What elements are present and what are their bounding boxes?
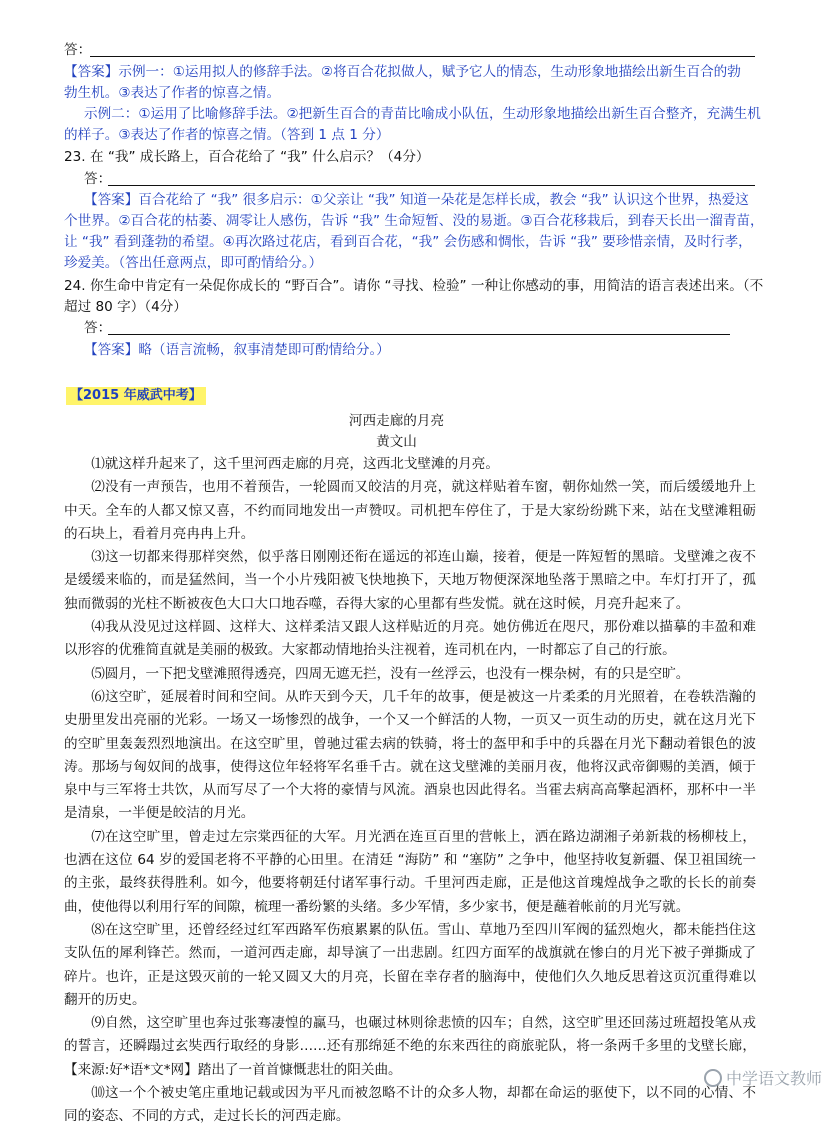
paragraph: ⑼自然，这空旷里也奔过张骞凄惶的赢马，也碾过林则徐悲愤的囚车；自然，这空旷里还回荡过班超投笔从戎的誓言，还瞬蹋过玄奘西行取经的身影……还有那绵延不绝的东来西往的商旅驼队，将一条两千多里的戈壁长廊，【来源:好*语*文*网】踏出了一首首慷慨悲壮的阳关曲。	[64, 1015, 756, 1078]
paragraph: ⑺在这空旷里，曾走过左宗棠西征的大军。月光洒在连亘百里的营帐上，洒在路边湖湘子弟新栽的杨柳枝上，也洒在这位 64 岁的爱国老将不平静的心田里。在清廷 “海防” 和 “塞防” 之争中，他坚持收复新疆、保卫祖国统一的主张，最终获得胜利。如今，他要将朝廷付诸军事行动。千里河西走廊，正是他这首瑰煌战争之歌的长长的前奏曲，使他得以利用行军的间隙，梳理一番纷繁的头绪。多少军情，多少家书，便是蘸着帐前的月光写就。	[64, 828, 756, 915]
paragraph: ⑶这一切都来得那样突然，似乎落日刚刚还衔在遥远的祁连山巅，接着，便是一阵短暂的黑暗。戈壁滩之夜不是缓缓来临的，而是猛然间，当一个小片残阳被飞快地换下，天地万物便深深地坠落于黑暗之中。车灯打开了，孤独而微弱的光柱不断被夜色大口大口地吞噬，吞得大家的心里都有些发慌。就在这时候，月亮升起来了。	[64, 549, 756, 612]
paragraph: ⑸圆月，一下把戈壁滩照得透亮，四周无遮无拦，没有一丝浮云，也没有一棵杂树，有的只是空旷。	[91, 665, 690, 682]
paragraph: ⑷我从没见过这样圆、这样大、这样柔洁又跟人这样贴近的月亮。她仿佛近在咫尺，那份难以描摹的丰盈和难以形容的优雅简直就是美丽的极致。大家都动情地抬头注视着，连司机在内，一时都忘了自己的行旅。	[64, 619, 756, 659]
q23-answer-rule	[108, 185, 755, 186]
article-body	[64, 453, 756, 1129]
article-title: 河西走廊的月亮	[348, 413, 445, 429]
q24-answer-rule	[108, 334, 730, 335]
section-tag: 【2015 年威武中考】	[66, 387, 206, 405]
q23-question: 23. 在 “我” 成长路上，百合花给了 “我” 什么启示？（4分）	[64, 149, 430, 165]
q24-question-line2: 超过 80 字）（4分）	[64, 299, 187, 315]
watermark	[704, 1066, 822, 1089]
q24-answer-prefix: 答：	[84, 320, 112, 336]
q22-answer-rule	[90, 56, 755, 57]
q23-answer-line1: 【答案】百合花给了 “我” 很多启示：①父亲让 “我” 知道一朵花是怎样长成，教会 “我” 认识这个世界，热爱这	[84, 192, 749, 208]
q22-answer-line2: 勃生机。③表达了作者的惊喜之情。	[64, 85, 281, 101]
paragraph: ⑵没有一声预告，也用不着预告，一轮圆而又皎洁的月亮，就这样贴着车窗，朝你灿然一笑，而后缓缓地升上中天。全车的人都又惊又喜，不约而同地发出一声赞叹。司机把车停住了，于是大家纷纷跳下来，站在戈壁滩粗砺的石块上，看着月亮冉冉上升。	[64, 479, 756, 542]
q23-answer-prefix: 答：	[84, 171, 112, 187]
q23-answer-line3: 让 “我” 看到蓬勃的希望。④再次路过花店，看到百合花，“我” 会伤感和惆怅，告诉 “我” 要珍惜亲情，及时行孝，	[64, 234, 752, 250]
wechat-icon	[704, 1069, 722, 1087]
paragraph: ⑹这空旷，延展着时间和空间。从昨天到今天，几千年的故事，便是被这一片柔柔的月光照着，在卷轶浩瀚的史册里发出亮丽的光彩。一场又一场惨烈的战争，一个又一个鲜活的人物，一页又一页生动的历史，就在这月光下的空旷里轰轰烈烈地演出。在这空旷里，曾驰过霍去病的铁骑，将士的盔甲和手中的兵器在月光下翻动着银色的波涛。那场与匈奴间的战事，使得这位年轻将军名垂千古。就在这戈壁滩的美丽月夜，他将汉武帝御赐的美酒，倾于泉中与三军将士共饮，从而写尽了一个大将的豪情与风流。酒泉也因此得名。当霍去病高高擎起酒杯，那杯中一半是清泉，一半便是皎洁的月光。	[64, 688, 756, 822]
paragraph: ⑽这一个个被史笔庄重地记载或因为平凡而被忽略不计的众多人物，却都在命运的驱使下，以不同的心情、不同的姿态、不同的方式，走过长长的河西走廊。	[64, 1085, 756, 1125]
paragraph: ⑴就这样升起来了，这千里河西走廊的月亮，这西北戈壁滩的月亮。	[91, 456, 499, 472]
article-author: 黄文山	[376, 434, 417, 450]
q22-example2-line1: 示例二：①运用了比喻修辞手法。②把新生百合的青苗比喻成小队伍，生动形象地描绘出新生百合整齐，充满生机	[84, 106, 761, 122]
q23-answer-line4: 珍爱美。（答出任意两点，即可酌情给分。）	[64, 255, 323, 271]
q22-answer-line1: 【答案】示例一：①运用拟人的修辞手法。②将百合花拟做人，赋予它人的情态，生动形象地描绘出新生百合的勃	[64, 64, 741, 80]
paragraph: ⑻在这空旷里，还曾经经过红军西路军伤痕累累的队伍。雪山、草地乃至四川军阀的猛烈炮火，都未能挡住这支队伍的犀利锋芒。然而，一道河西走廊，却导演了一出悲剧。红四方面军的战旗就在惨白的月光下被子弹撕成了碎片。也许，正是这毁灭前的一轮又圆又大的月亮，长留在幸存者的脑海中，使他们久久地反思着这页沉重得难以翻开的历史。	[64, 921, 756, 1008]
q22-answer-prefix: 答：	[64, 42, 92, 58]
watermark-text: 中学语文教师	[726, 1069, 822, 1088]
q23-answer-line2: 个世界。②百合花的枯萎、凋零让人感伤，告诉 “我” 生命短暂、没的易逝。③百合花移栽后，到春天长出一溜青苗，	[64, 213, 764, 229]
q24-answer: 【答案】略（语言流畅，叙事清楚即可酌情给分。）	[84, 342, 390, 358]
q24-question-line1: 24. 你生命中肯定有一朵促你成长的 “野百合”。请你 “寻找、检验” 一种让你感动的事，用简洁的语言表述出来。（不	[64, 278, 764, 294]
q22-example2-line2: 的样子。③表达了作者的惊喜之情。（答到 1 点 1 分）	[64, 127, 390, 143]
